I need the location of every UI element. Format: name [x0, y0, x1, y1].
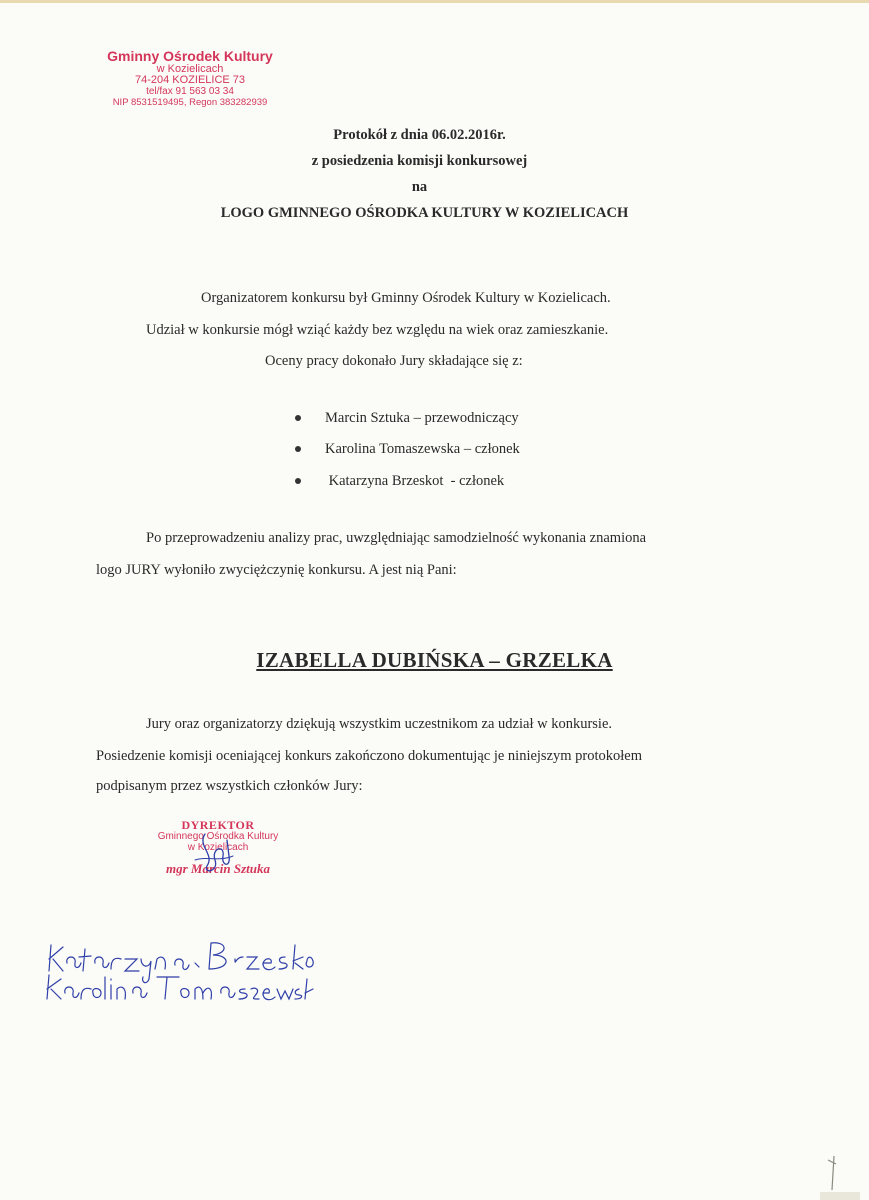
page-edge: [0, 0, 869, 3]
director-signature: [175, 826, 255, 886]
stamp-line-4: tel/fax 91 563 03 34: [146, 86, 234, 97]
bullet-icon: [295, 478, 301, 484]
paragraph-closing-1: Posiedzenie komisji oceniającej konkurs zakończono dokumentując je niniejszym protokołem: [96, 748, 643, 764]
director-org-2: w Kozielicach: [187, 842, 249, 853]
paragraph-organizer: Organizatorem konkursu był Gminny Ośrodek Kultury w Kozielicach.: [201, 290, 611, 306]
document-header: [0, 122, 869, 226]
protocol-connector: na: [411, 179, 428, 195]
bullet-icon: [295, 415, 301, 421]
director-title: DYREKTOR: [181, 818, 255, 832]
jury-member-label: Karolina Tomaszewska – członek: [325, 441, 520, 457]
paragraph-closing-2: podpisanym przez wszystkich członków Jury:: [96, 778, 363, 794]
paragraph-jury-intro: Oceny pracy dokonało Jury składające się z:: [265, 353, 523, 369]
director-name: mgr Marcin Sztuka: [165, 861, 271, 876]
stamp-line-3: 74-204 KOZIELICE 73: [134, 74, 246, 86]
paragraph-analysis-1: Po przeprowadzeniu analizy prac, uwzględniając samodzielność wykonania znamiona: [146, 530, 647, 546]
paragraph-analysis-2: logo JURY wyłoniło zwyciężczynię konkursu. A jest nią Pani:: [96, 562, 457, 578]
protocol-subtitle: z posiedzenia komisji konkursowej: [311, 153, 528, 169]
jury-member-label: Marcin Sztuka – przewodniczący: [325, 410, 519, 426]
winner-name: IZABELLA DUBIŃSKA – GRZELKA: [256, 648, 613, 672]
stamp-line-1: Gminny Ośrodek Kultury: [107, 48, 273, 64]
paragraph-thanks: Jury oraz organizatorzy dziękują wszystkim uczestnikom za udział w konkursie.: [146, 716, 613, 732]
protocol-title: Protokół z dnia 06.02.2016r.: [333, 127, 506, 143]
protocol-topic: LOGO GMINNEGO OŚRODKA KULTURY W KOZIELICACH: [220, 205, 629, 221]
jury-member-1: [295, 410, 519, 427]
bullet-icon: [295, 446, 301, 452]
stamp-line-5: NIP 8531519495, Regon 383282939: [112, 97, 268, 108]
handwritten-signatures: [45, 935, 315, 1005]
paragraph-participation: Udział w konkursie mógł wziąć każdy bez względu na wiek oraz zamieszkanie.: [146, 322, 609, 338]
scan-artifact: [820, 1150, 860, 1200]
jury-member-label: Katarzyna Brzeskot - członek: [325, 473, 505, 489]
institution-stamp: [90, 48, 290, 108]
jury-member-3: [295, 473, 504, 490]
director-org-1: Gminnego Ośrodka Kultury: [157, 831, 279, 842]
jury-member-2: [295, 441, 520, 458]
stamp-line-2: w Kozielicach: [156, 63, 224, 75]
